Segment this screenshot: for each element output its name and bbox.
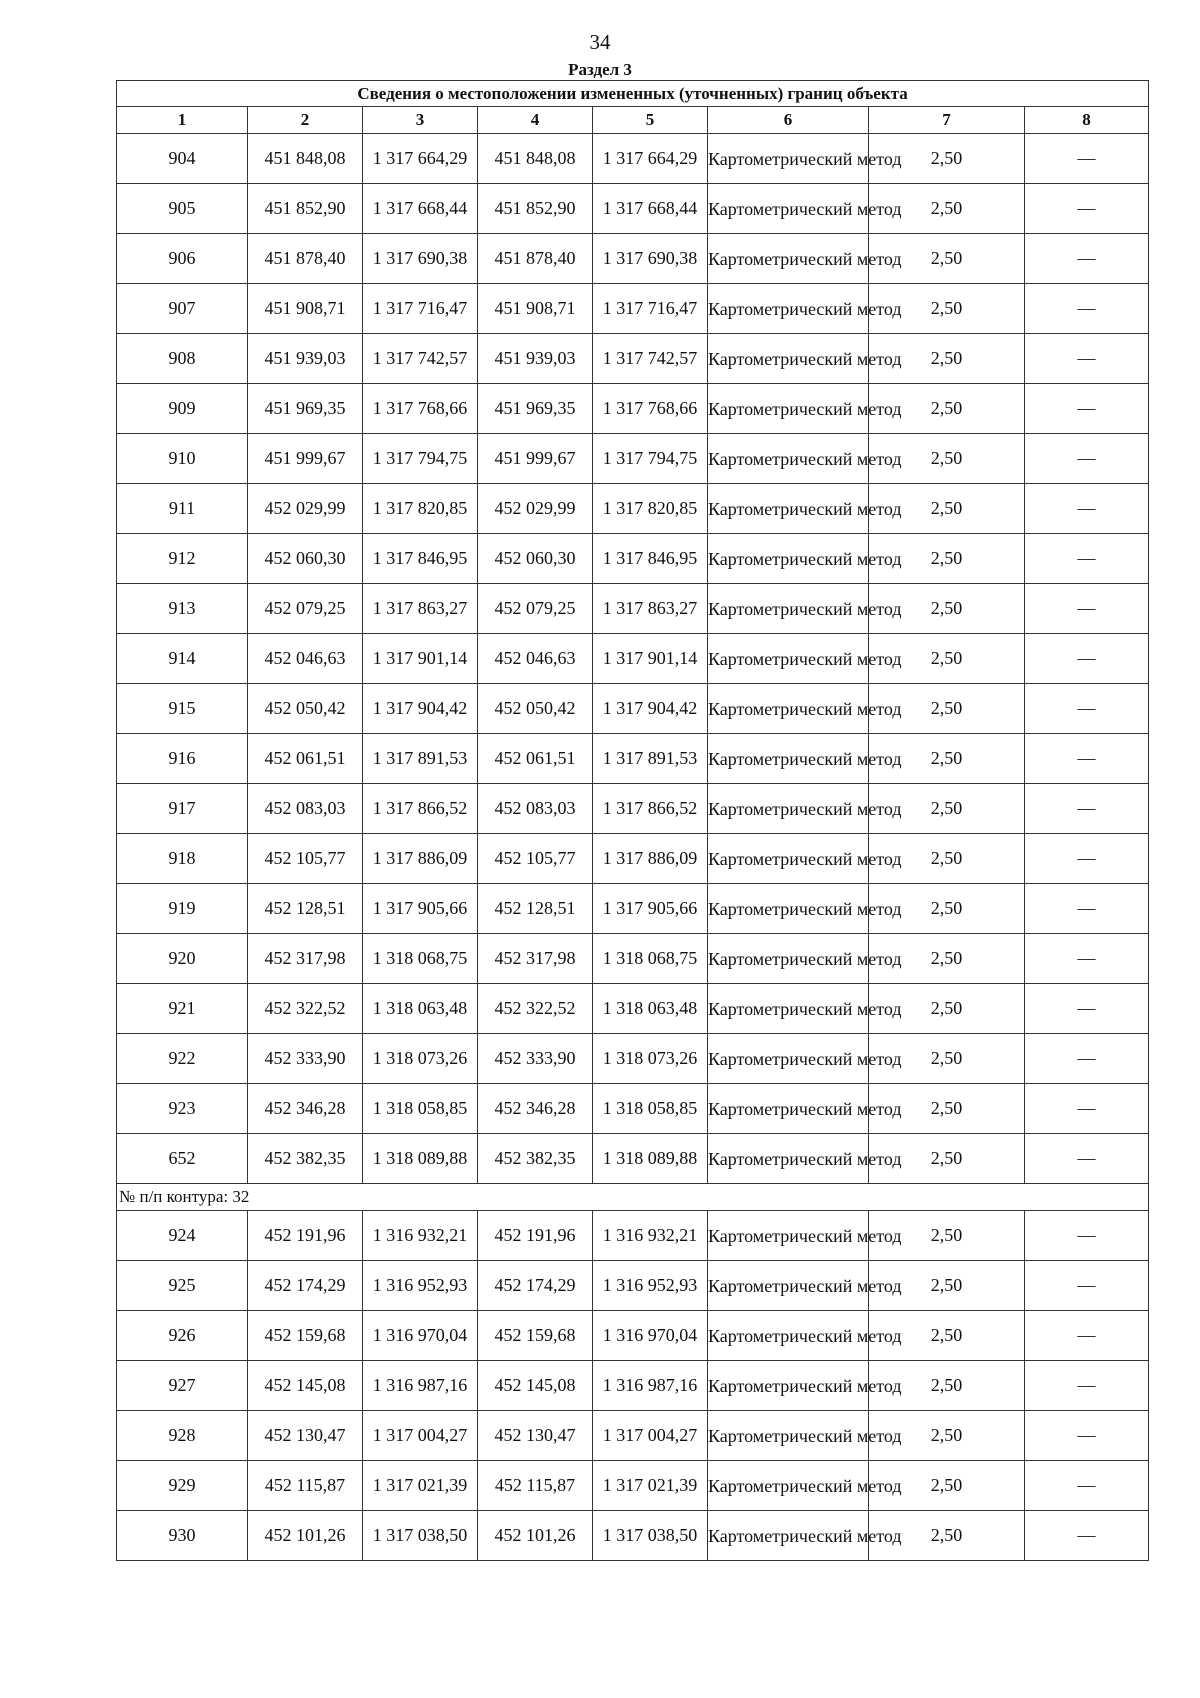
y-coordinate: 1 317 768,66 [363,384,478,434]
column-number: 1 [117,107,248,134]
y-coordinate-refined: 1 317 004,27 [593,1411,708,1461]
accuracy: 2,50 [869,1084,1025,1134]
description: — [1025,734,1149,784]
accuracy: 2,50 [869,934,1025,984]
table-row [117,434,1149,484]
x-coordinate-refined: 452 083,03 [478,784,593,834]
table-title: Сведения о местоположении измененных (уточненных) границ объекта [117,81,1149,107]
determination-method: Картометрический метод [708,434,869,484]
x-coordinate: 451 939,03 [248,334,363,384]
x-coordinate-refined: 452 046,63 [478,634,593,684]
table-row [117,1311,1149,1361]
determination-method: Картометрический метод [708,984,869,1034]
accuracy: 2,50 [869,484,1025,534]
description: — [1025,184,1149,234]
y-coordinate: 1 317 905,66 [363,884,478,934]
table-row [117,1034,1149,1084]
y-coordinate: 1 317 904,42 [363,684,478,734]
x-coordinate-refined: 451 939,03 [478,334,593,384]
table-row [117,184,1149,234]
determination-method: Картометрический метод [708,284,869,334]
y-coordinate-refined: 1 317 716,47 [593,284,708,334]
accuracy: 2,50 [869,1034,1025,1084]
column-number: 3 [363,107,478,134]
x-coordinate: 452 079,25 [248,584,363,634]
y-coordinate-refined: 1 316 932,21 [593,1211,708,1261]
y-coordinate: 1 317 690,38 [363,234,478,284]
description: — [1025,1211,1149,1261]
x-coordinate: 452 115,87 [248,1461,363,1511]
x-coordinate-refined: 452 317,98 [478,934,593,984]
x-coordinate-refined: 452 079,25 [478,584,593,634]
x-coordinate-refined: 452 060,30 [478,534,593,584]
coordinates-table [116,80,1149,1561]
description: — [1025,484,1149,534]
column-number: 4 [478,107,593,134]
y-coordinate-refined: 1 317 866,52 [593,784,708,834]
determination-method: Картометрический метод [708,1411,869,1461]
table-row [117,534,1149,584]
y-coordinate-refined: 1 317 863,27 [593,584,708,634]
table-row [117,584,1149,634]
determination-method: Картометрический метод [708,684,869,734]
x-coordinate-refined: 451 852,90 [478,184,593,234]
description: — [1025,684,1149,734]
accuracy: 2,50 [869,784,1025,834]
determination-method: Картометрический метод [708,234,869,284]
y-coordinate-refined: 1 317 021,39 [593,1461,708,1511]
y-coordinate: 1 317 820,85 [363,484,478,534]
point-number: 908 [117,334,248,384]
y-coordinate-refined: 1 317 794,75 [593,434,708,484]
determination-method: Картометрический метод [708,334,869,384]
x-coordinate: 452 191,96 [248,1211,363,1261]
y-coordinate-refined: 1 317 886,09 [593,834,708,884]
point-number: 906 [117,234,248,284]
determination-method: Картометрический метод [708,184,869,234]
y-coordinate: 1 317 863,27 [363,584,478,634]
determination-method: Картометрический метод [708,734,869,784]
description: — [1025,1261,1149,1311]
description: — [1025,1361,1149,1411]
accuracy: 2,50 [869,284,1025,334]
y-coordinate: 1 317 846,95 [363,534,478,584]
point-number: 913 [117,584,248,634]
table-row [117,834,1149,884]
table-row [117,234,1149,284]
table-row [117,934,1149,984]
accuracy: 2,50 [869,234,1025,284]
y-coordinate: 1 318 058,85 [363,1084,478,1134]
accuracy: 2,50 [869,834,1025,884]
x-coordinate: 452 159,68 [248,1311,363,1361]
description: — [1025,1034,1149,1084]
x-coordinate: 452 333,90 [248,1034,363,1084]
accuracy: 2,50 [869,1461,1025,1511]
x-coordinate: 452 046,63 [248,634,363,684]
y-coordinate: 1 317 742,57 [363,334,478,384]
x-coordinate: 452 322,52 [248,984,363,1034]
description: — [1025,1311,1149,1361]
x-coordinate: 452 060,30 [248,534,363,584]
point-number: 922 [117,1034,248,1084]
point-number: 910 [117,434,248,484]
x-coordinate-refined: 452 322,52 [478,984,593,1034]
x-coordinate-refined: 451 969,35 [478,384,593,434]
accuracy: 2,50 [869,1511,1025,1561]
x-coordinate-refined: 451 878,40 [478,234,593,284]
point-number: 927 [117,1361,248,1411]
table-row [117,284,1149,334]
y-coordinate: 1 317 886,09 [363,834,478,884]
determination-method: Картометрический метод [708,934,869,984]
table-row [117,1084,1149,1134]
description: — [1025,234,1149,284]
y-coordinate-refined: 1 318 089,88 [593,1134,708,1184]
y-coordinate: 1 317 866,52 [363,784,478,834]
column-number: 5 [593,107,708,134]
x-coordinate-refined: 452 050,42 [478,684,593,734]
accuracy: 2,50 [869,184,1025,234]
x-coordinate-refined: 451 848,08 [478,134,593,184]
description: — [1025,384,1149,434]
x-coordinate-refined: 452 159,68 [478,1311,593,1361]
accuracy: 2,50 [869,1211,1025,1261]
contour-label: № п/п контура: 32 [117,1184,1149,1211]
x-coordinate: 452 029,99 [248,484,363,534]
point-number: 923 [117,1084,248,1134]
determination-method: Картометрический метод [708,1461,869,1511]
description: — [1025,1084,1149,1134]
determination-method: Картометрический метод [708,634,869,684]
y-coordinate-refined: 1 317 038,50 [593,1511,708,1561]
table-row [117,1211,1149,1261]
table-row [117,884,1149,934]
accuracy: 2,50 [869,434,1025,484]
description: — [1025,434,1149,484]
x-coordinate: 451 999,67 [248,434,363,484]
determination-method: Картометрический метод [708,584,869,634]
point-number: 914 [117,634,248,684]
accuracy: 2,50 [869,384,1025,434]
accuracy: 2,50 [869,1411,1025,1461]
determination-method: Картометрический метод [708,484,869,534]
x-coordinate: 451 848,08 [248,134,363,184]
determination-method: Картометрический метод [708,1311,869,1361]
x-coordinate: 451 852,90 [248,184,363,234]
point-number: 928 [117,1411,248,1461]
accuracy: 2,50 [869,1261,1025,1311]
y-coordinate: 1 318 089,88 [363,1134,478,1184]
determination-method: Картометрический метод [708,884,869,934]
description: — [1025,1461,1149,1511]
description: — [1025,1134,1149,1184]
x-coordinate-refined: 452 101,26 [478,1511,593,1561]
y-coordinate: 1 317 901,14 [363,634,478,684]
y-coordinate: 1 318 073,26 [363,1034,478,1084]
x-coordinate-refined: 452 382,35 [478,1134,593,1184]
table-row [117,1461,1149,1511]
point-number: 929 [117,1461,248,1511]
x-coordinate-refined: 452 145,08 [478,1361,593,1411]
description: — [1025,984,1149,1034]
description: — [1025,1411,1149,1461]
y-coordinate: 1 316 932,21 [363,1211,478,1261]
accuracy: 2,50 [869,984,1025,1034]
y-coordinate: 1 317 038,50 [363,1511,478,1561]
table-row [117,734,1149,784]
x-coordinate-refined: 452 115,87 [478,1461,593,1511]
column-number-row [117,107,1149,134]
table-row [117,1261,1149,1311]
point-number: 911 [117,484,248,534]
accuracy: 2,50 [869,534,1025,584]
x-coordinate: 452 061,51 [248,734,363,784]
x-coordinate-refined: 452 130,47 [478,1411,593,1461]
y-coordinate-refined: 1 316 987,16 [593,1361,708,1411]
accuracy: 2,50 [869,1311,1025,1361]
x-coordinate: 452 105,77 [248,834,363,884]
point-number: 916 [117,734,248,784]
determination-method: Картометрический метод [708,134,869,184]
y-coordinate-refined: 1 318 058,85 [593,1084,708,1134]
y-coordinate: 1 317 716,47 [363,284,478,334]
y-coordinate: 1 317 891,53 [363,734,478,784]
y-coordinate-refined: 1 317 846,95 [593,534,708,584]
table-row [117,1511,1149,1561]
point-number: 912 [117,534,248,584]
table-row [117,334,1149,384]
y-coordinate-refined: 1 317 905,66 [593,884,708,934]
y-coordinate: 1 317 794,75 [363,434,478,484]
table-row [117,384,1149,434]
x-coordinate-refined: 451 908,71 [478,284,593,334]
y-coordinate-refined: 1 318 073,26 [593,1034,708,1084]
x-coordinate: 452 346,28 [248,1084,363,1134]
x-coordinate: 451 969,35 [248,384,363,434]
table-row [117,684,1149,734]
y-coordinate-refined: 1 317 901,14 [593,634,708,684]
accuracy: 2,50 [869,734,1025,784]
x-coordinate: 452 083,03 [248,784,363,834]
determination-method: Картометрический метод [708,1134,869,1184]
x-coordinate: 452 130,47 [248,1411,363,1461]
y-coordinate: 1 316 970,04 [363,1311,478,1361]
point-number: 904 [117,134,248,184]
point-number: 919 [117,884,248,934]
point-number: 917 [117,784,248,834]
table-row [117,1134,1149,1184]
y-coordinate: 1 317 004,27 [363,1411,478,1461]
table-row [117,984,1149,1034]
accuracy: 2,50 [869,134,1025,184]
y-coordinate-refined: 1 317 768,66 [593,384,708,434]
table-row [117,484,1149,534]
point-number: 920 [117,934,248,984]
x-coordinate-refined: 452 174,29 [478,1261,593,1311]
y-coordinate: 1 317 668,44 [363,184,478,234]
table-row [117,634,1149,684]
contour-row [117,1184,1149,1211]
y-coordinate-refined: 1 317 904,42 [593,684,708,734]
x-coordinate: 452 317,98 [248,934,363,984]
y-coordinate-refined: 1 317 664,29 [593,134,708,184]
determination-method: Картометрический метод [708,534,869,584]
x-coordinate: 452 145,08 [248,1361,363,1411]
table-title-row [117,81,1149,107]
point-number: 930 [117,1511,248,1561]
y-coordinate-refined: 1 316 952,93 [593,1261,708,1311]
y-coordinate-refined: 1 317 820,85 [593,484,708,534]
accuracy: 2,50 [869,1134,1025,1184]
column-number: 2 [248,107,363,134]
y-coordinate-refined: 1 318 063,48 [593,984,708,1034]
x-coordinate-refined: 452 061,51 [478,734,593,784]
y-coordinate: 1 316 952,93 [363,1261,478,1311]
determination-method: Картометрический метод [708,384,869,434]
accuracy: 2,50 [869,334,1025,384]
y-coordinate: 1 317 021,39 [363,1461,478,1511]
table-body [117,81,1149,1561]
x-coordinate-refined: 452 333,90 [478,1034,593,1084]
point-number: 918 [117,834,248,884]
point-number: 921 [117,984,248,1034]
description: — [1025,584,1149,634]
description: — [1025,784,1149,834]
x-coordinate: 452 128,51 [248,884,363,934]
determination-method: Картометрический метод [708,784,869,834]
table-row [117,134,1149,184]
description: — [1025,634,1149,684]
determination-method: Картометрический метод [708,1261,869,1311]
point-number: 652 [117,1134,248,1184]
page-number: 34 [589,30,611,54]
description: — [1025,334,1149,384]
column-number: 7 [869,107,1025,134]
y-coordinate-refined: 1 317 690,38 [593,234,708,284]
x-coordinate-refined: 452 128,51 [478,884,593,934]
description: — [1025,134,1149,184]
y-coordinate-refined: 1 317 891,53 [593,734,708,784]
point-number: 905 [117,184,248,234]
accuracy: 2,50 [869,1361,1025,1411]
point-number: 907 [117,284,248,334]
x-coordinate-refined: 452 105,77 [478,834,593,884]
y-coordinate: 1 316 987,16 [363,1361,478,1411]
x-coordinate: 452 050,42 [248,684,363,734]
y-coordinate-refined: 1 317 742,57 [593,334,708,384]
determination-method: Картометрический метод [708,1084,869,1134]
column-number: 6 [708,107,869,134]
table-row [117,1411,1149,1461]
x-coordinate: 451 878,40 [248,234,363,284]
description: — [1025,884,1149,934]
description: — [1025,1511,1149,1561]
determination-method: Картометрический метод [708,1511,869,1561]
y-coordinate-refined: 1 316 970,04 [593,1311,708,1361]
table-row [117,1361,1149,1411]
x-coordinate: 452 101,26 [248,1511,363,1561]
x-coordinate: 452 174,29 [248,1261,363,1311]
x-coordinate-refined: 452 029,99 [478,484,593,534]
point-number: 925 [117,1261,248,1311]
y-coordinate-refined: 1 318 068,75 [593,934,708,984]
section-title: Раздел 3 [568,60,632,79]
x-coordinate-refined: 452 346,28 [478,1084,593,1134]
table-row [117,784,1149,834]
description: — [1025,534,1149,584]
column-number: 8 [1025,107,1149,134]
accuracy: 2,50 [869,884,1025,934]
y-coordinate: 1 318 068,75 [363,934,478,984]
point-number: 924 [117,1211,248,1261]
y-coordinate: 1 318 063,48 [363,984,478,1034]
x-coordinate-refined: 451 999,67 [478,434,593,484]
description: — [1025,834,1149,884]
y-coordinate-refined: 1 317 668,44 [593,184,708,234]
accuracy: 2,50 [869,634,1025,684]
x-coordinate: 452 382,35 [248,1134,363,1184]
determination-method: Картометрический метод [708,1211,869,1261]
point-number: 915 [117,684,248,734]
point-number: 909 [117,384,248,434]
description: — [1025,284,1149,334]
accuracy: 2,50 [869,684,1025,734]
accuracy: 2,50 [869,584,1025,634]
determination-method: Картометрический метод [708,834,869,884]
point-number: 926 [117,1311,248,1361]
description: — [1025,934,1149,984]
determination-method: Картометрический метод [708,1361,869,1411]
x-coordinate-refined: 452 191,96 [478,1211,593,1261]
y-coordinate: 1 317 664,29 [363,134,478,184]
determination-method: Картометрический метод [708,1034,869,1084]
x-coordinate: 451 908,71 [248,284,363,334]
